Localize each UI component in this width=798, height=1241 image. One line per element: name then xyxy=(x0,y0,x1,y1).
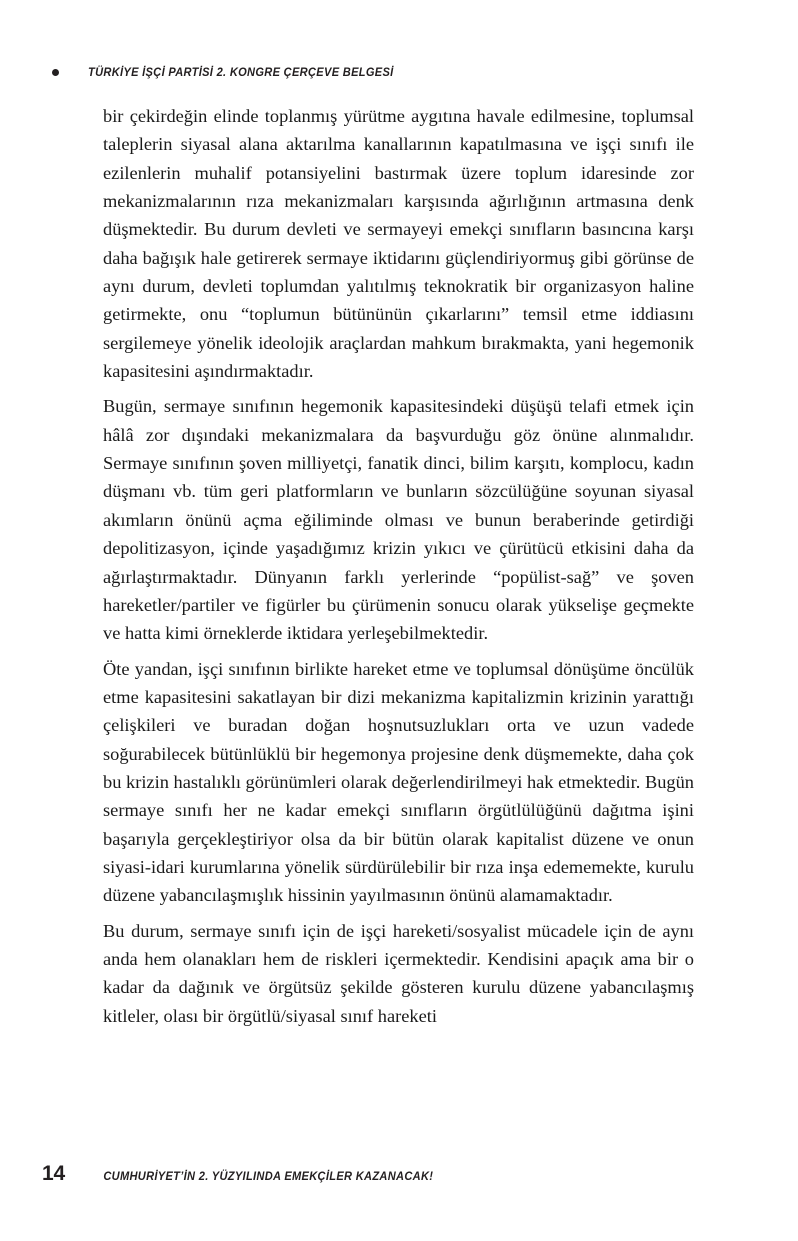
paragraph: bir çekirdeğin elinde toplanmış yürütme aygıtına havale edilmesine, toplumsal taleplerin siyasal alana aktarılma kanallarının kapatılmasına ve işçi sınıfı ile ezilenlerin muhalif potansiyelini bastırmak üzere toplum idaresinde zor mekanizmalarının rıza mekanizmaları karşısında ağırlığının artmasına denk düşmektedir. Bu durum devleti ve sermayeyi emekçi sınıfların basıncına karşı daha bağışık hale getirerek sermaye iktidarını güçlendiriyormuş gibi görünse de aynı durum, devleti toplumdan yalıtılmış teknokratik bir organizasyon haline getirmekte, onu “toplumun bütününün çıkarlarını” temsil etme iddiasını sergilemeye yönelik ideolojik araçlardan mahkum bırakmakta, yani hegemonik kapasitesini aşındırmaktadır. xyxy=(103,106,694,382)
paragraph: Bugün, sermaye sınıfının hegemonik kapasitesindeki düşüşü telafi etmek için hâlâ zor dışındaki mekanizmalara da başvurduğu göz önüne alınmalıdır. Sermaye sınıfının şoven milliyetçi, fanatik dinci, bilim karşıtı, komplocu, kadın düşmanı vb. tüm geri platformların ve bunların sözcülüğüne soyunan siyasal akımların önünü açma eğiliminde olması ve bunun beraberinde getirdiği depolitizasyon, içinde yaşadığımız krizin yıkıcı ve çürütücü etkisini daha da ağırlaştırmaktadır. Dünyanın farklı yerlerinde “popülist-sağ” ve şoven hareketler/partiler ve figürler bu çürümenin sonucu olarak yükselişe geçmekte ve hatta kimi örneklerde iktidara yerleşebilmektedir. xyxy=(103,396,694,644)
page-footer xyxy=(42,1163,452,1189)
paragraph: Öte yandan, işçi sınıfının birlikte hareket etme ve toplumsal dönüşüme öncülük etme kapasitesini sakatlayan bir dizi mekanizma kapitalizmin krizinin yarattığı çelişkileri ve buradan doğan hoşnutsuzlukları orta ve uzun vadede soğurabilecek bütünlüklü bir hegemonya projesine denk düşmemekte, daha çok bu krizin hastalıklı görünümleri olarak değerlendirilmeyi hak etmektedir. Bugün sermaye sınıfı her ne kadar emekçi sınıfların örgütlülüğünü dağıtma işini başarıyla gerçekleştiriyor olsa da bir bütün olarak kapitalist düzene ve onun siyasi-idari kurumlarına yönelik sürdürülebilir bir rıza inşa edememekte, kurulu düzene yabancılaşmışlık hissinin yayılmasının önünü alamamaktadır. xyxy=(103,658,694,906)
bullet-icon xyxy=(52,69,59,76)
running-head xyxy=(48,62,750,82)
footer-title: CUMHURİYET’İN 2. YÜZYILINDA EMEKÇİLER KAZANACAK! xyxy=(103,1169,434,1183)
paragraph: Bu durum, sermaye sınıfı için de işçi hareketi/sosyalist mücadele için de aynı anda hem olanakları hem de riskleri içermektedir. Kendisini apaçık ama bir o kadar da dağınık ve örgütsüz şekilde gösteren kurulu düzene yabancılaşmış kitleler, olası bir örgütlü/siyasal sınıf hareketi xyxy=(103,920,694,1026)
running-head-title: TÜRKİYE İŞÇİ PARTİSİ 2. KONGRE ÇERÇEVE BELGESİ xyxy=(88,65,394,79)
page-number: 14 xyxy=(42,1162,65,1185)
body-text-column xyxy=(103,102,694,1030)
